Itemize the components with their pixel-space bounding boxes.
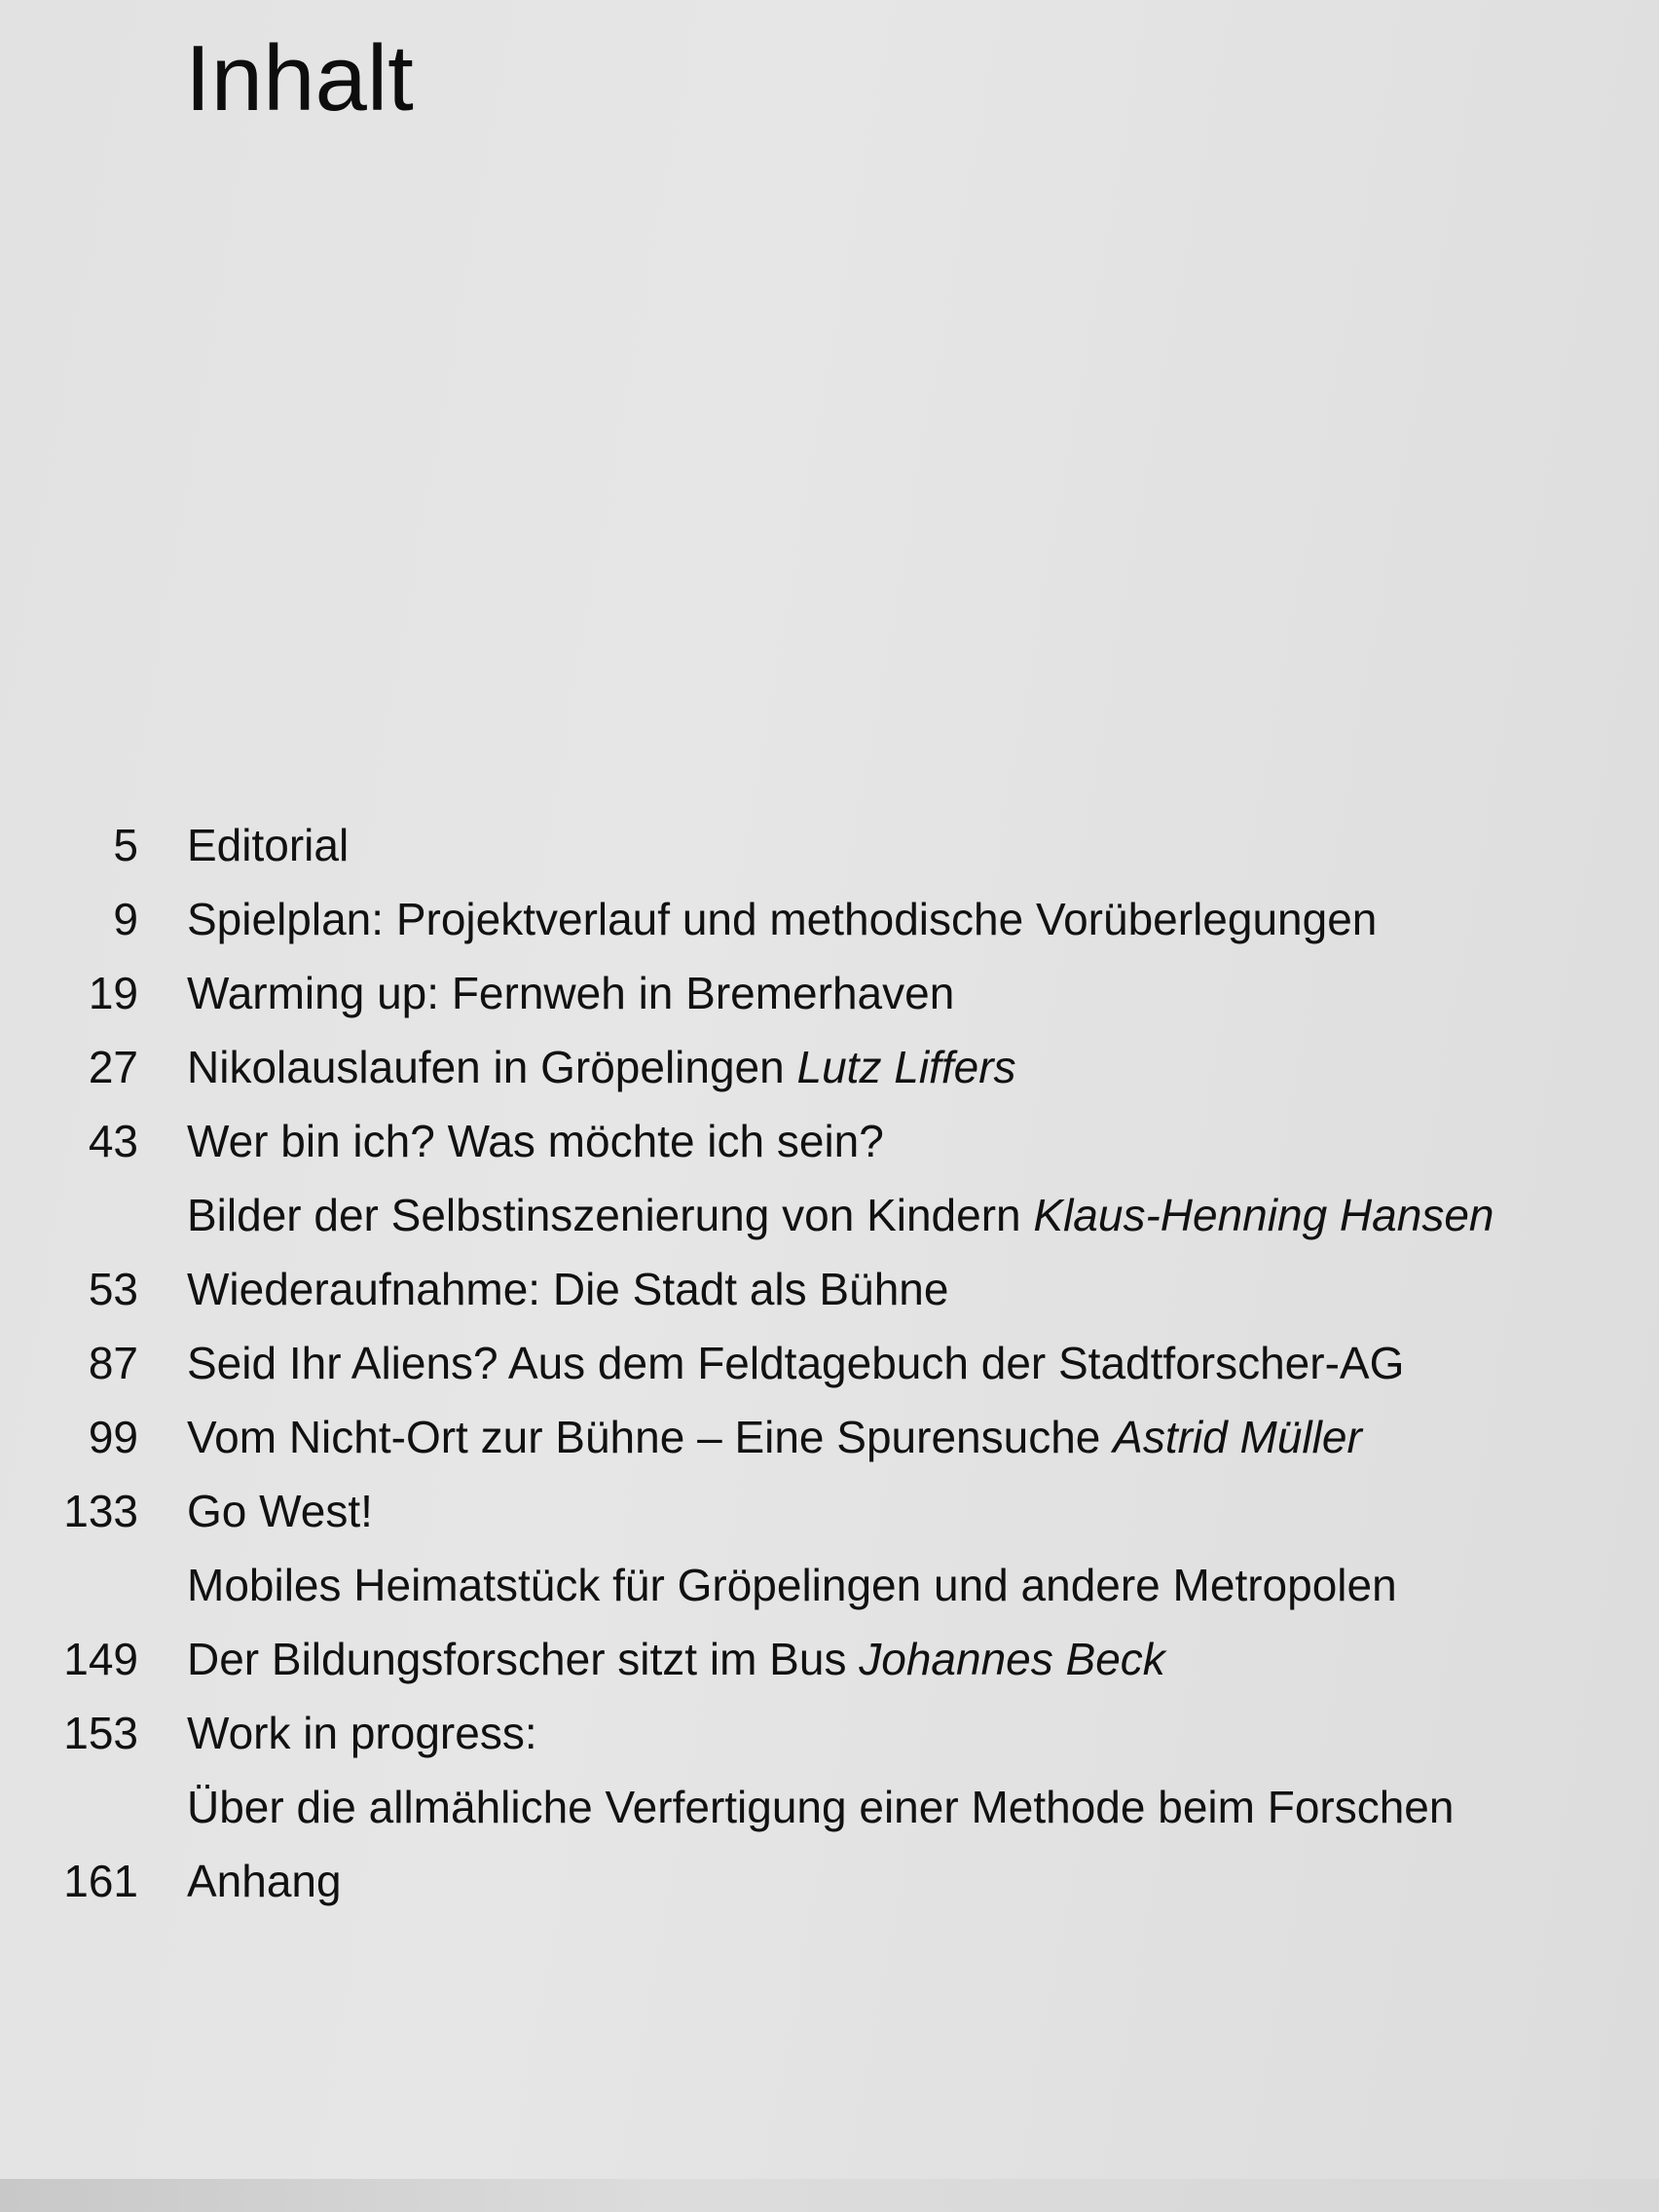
toc-page-number: 53 (88, 1264, 138, 1314)
toc-page-number: 43 (88, 1116, 138, 1166)
toc-page-number: 27 (88, 1042, 138, 1092)
toc-page-number: 9 (113, 894, 138, 944)
toc-title (187, 1252, 948, 1326)
toc-entry (58, 882, 1577, 956)
toc-title (187, 1104, 884, 1178)
toc-title (187, 1400, 1362, 1474)
toc-title (187, 882, 1377, 956)
toc-title-text: Editorial (187, 820, 350, 870)
toc-title-text: Seid Ihr Aliens? Aus dem Feldtagebuch der Stadtforscher-AG (187, 1338, 1405, 1388)
toc-page-number: 99 (88, 1412, 138, 1462)
toc-page-number: 161 (63, 1856, 138, 1906)
table-of-contents (58, 808, 1577, 1918)
toc-page-number: 5 (113, 820, 138, 870)
toc-entry (58, 1104, 1577, 1178)
toc-entry (58, 1400, 1577, 1474)
toc-entry (58, 1770, 1577, 1844)
toc-title (187, 1326, 1404, 1400)
toc-title-text: Über die allmähliche Verfertigung einer Methode beim Forschen (187, 1782, 1455, 1832)
toc-author: Lutz Liffers (796, 1042, 1016, 1092)
toc-entry (58, 1178, 1577, 1252)
toc-title (187, 1844, 342, 1918)
toc-title-text: Mobiles Heimatstück für Gröpelingen und andere Metropolen (187, 1560, 1397, 1610)
toc-title (187, 1696, 537, 1770)
toc-page-number: 19 (88, 968, 138, 1018)
bottom-edge (0, 2179, 1659, 2212)
page-title: Inhalt (185, 26, 414, 130)
toc-entry (58, 1474, 1577, 1548)
toc-title (187, 1548, 1397, 1622)
toc-entry (58, 1696, 1577, 1770)
toc-entry (58, 1030, 1577, 1104)
toc-title-text: Nikolauslaufen in Gröpelingen (187, 1042, 797, 1092)
toc-page-number: 133 (63, 1486, 138, 1536)
toc-title-text: Spielplan: Projektverlauf und methodische Vorüberlegungen (187, 894, 1378, 944)
toc-title-text: Anhang (187, 1856, 342, 1906)
toc-title-text: Go West! (187, 1486, 373, 1536)
toc-entry (58, 1548, 1577, 1622)
toc-title-text: Wiederaufnahme: Die Stadt als Bühne (187, 1264, 949, 1314)
toc-entry (58, 1844, 1577, 1918)
toc-entry (58, 808, 1577, 882)
toc-title (187, 956, 954, 1030)
toc-entry (58, 956, 1577, 1030)
toc-title-text: Work in progress: (187, 1708, 537, 1758)
toc-title-text: Vom Nicht-Ort zur Bühne – Eine Spurensuche (187, 1412, 1114, 1462)
toc-title-text: Bilder der Selbstinszenierung von Kindern (187, 1190, 1034, 1240)
toc-title (187, 1622, 1165, 1696)
toc-title (187, 1030, 1016, 1104)
toc-title (187, 1178, 1493, 1252)
toc-title (187, 1770, 1454, 1844)
toc-title-text: Wer bin ich? Was möchte ich sein? (187, 1116, 884, 1166)
toc-author: Johannes Beck (859, 1634, 1165, 1684)
toc-title-text: Warming up: Fernweh in Bremerhaven (187, 968, 955, 1018)
toc-entry (58, 1252, 1577, 1326)
toc-title (187, 808, 349, 882)
toc-title (187, 1474, 373, 1548)
toc-title-text: Der Bildungsforscher sitzt im Bus (187, 1634, 860, 1684)
toc-page-number: 87 (88, 1338, 138, 1388)
toc-page-number: 149 (63, 1634, 138, 1684)
toc-author: Klaus-Henning Hansen (1033, 1190, 1494, 1240)
toc-entry (58, 1622, 1577, 1696)
toc-page-number: 153 (63, 1708, 138, 1758)
toc-entry (58, 1326, 1577, 1400)
toc-author: Astrid Müller (1113, 1412, 1362, 1462)
